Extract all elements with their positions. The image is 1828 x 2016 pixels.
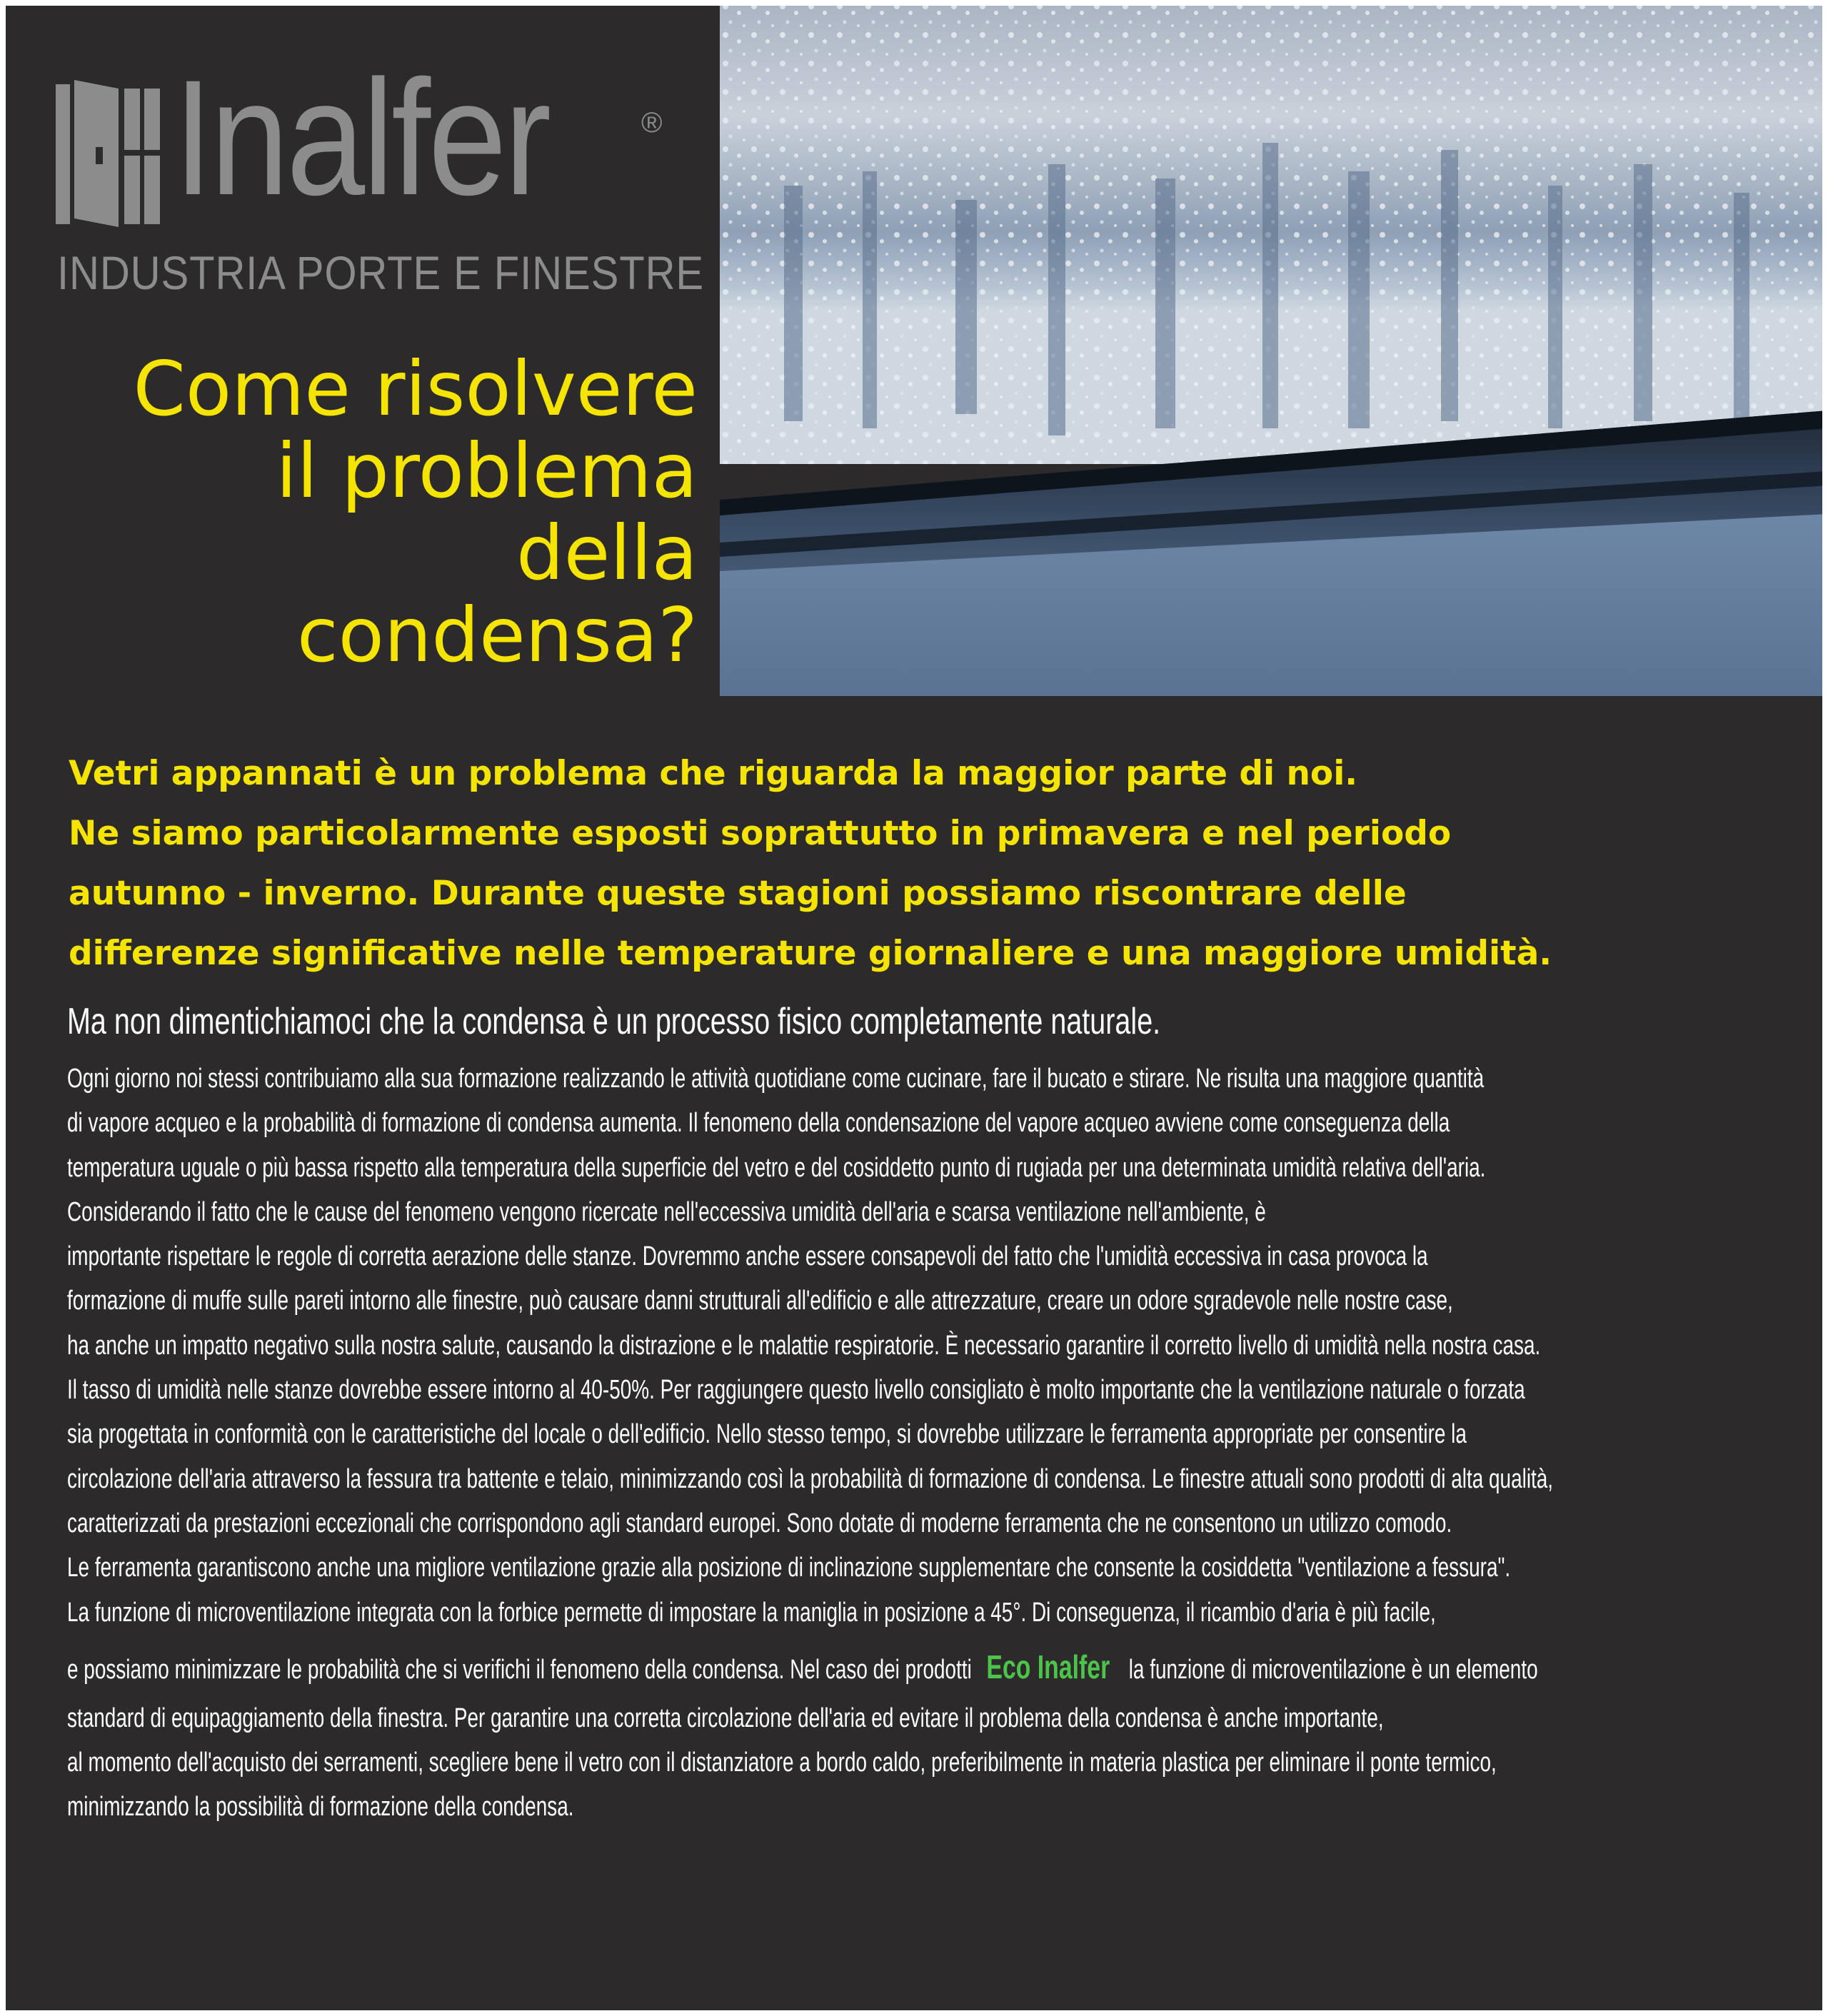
body-line: ha anche un impatto negativo sulla nostra salute, causando la distrazione e le malattie respiratorie. È necessario garantire il corretto livello di umidità nella nostra casa. bbox=[67, 1330, 1541, 1361]
logo-tagline: INDUSTRIA PORTE E FINESTRE bbox=[57, 246, 705, 299]
headline-line: condensa? bbox=[296, 592, 698, 679]
intro-line: Ne siamo particolarmente esposti soprattutto in primavera e nel periodo bbox=[69, 814, 1452, 853]
window-door-icon bbox=[56, 79, 163, 228]
body-line: formazione di muffe sulle pareti intorno alle finestre, può causare danni strutturali all'edificio e alle attrezzature, creare un odore sgradevole nelle nostre case, bbox=[67, 1286, 1453, 1316]
body-line: Ogni giorno noi stessi contribuiamo alla sua formazione realizzando le attività quotidiane come cucinare, fare il bucato e stirare. Ne risulta una maggiore quantità bbox=[67, 1064, 1485, 1094]
body-line: al momento dell'acquisto dei serramenti, scegliere bene il vetro con il distanziatore a bordo caldo, preferibilmente in materia plastica per eliminare il ponte termico, bbox=[67, 1748, 1497, 1778]
intro-line: differenze significative nelle temperature giornaliere e una maggiore umidità. bbox=[69, 934, 1552, 973]
headline-line: Come risolvere bbox=[133, 346, 698, 433]
body-text bbox=[67, 1057, 1553, 1830]
body-line: Considerando il fatto che le cause del fenomeno vengono ricercate nell'eccessiva umidità dell'aria e scarsa ventilazione nell'ambiente, è bbox=[67, 1196, 1266, 1227]
body-line: Il tasso di umidità nelle stanze dovrebbe essere intorno al 40-50%. Per raggiungere questo livello consigliato è molto importante che la ventilazione naturale o forzata bbox=[67, 1375, 1525, 1406]
intro-paragraph bbox=[69, 744, 1552, 984]
logo-wordmark: Inalfer bbox=[174, 46, 549, 229]
intro-line: autunno - inverno. Durante queste stagioni possiamo riscontrare delle bbox=[69, 874, 1407, 913]
body-line: circolazione dell'aria attraverso la fessura tra battente e telaio, minimizzando così la probabilità di formazione di condensa. Le finestre attuali sono prodotti di alta qualità, bbox=[67, 1463, 1554, 1494]
body-line-eco bbox=[67, 1635, 1553, 1696]
inalfer-logo bbox=[56, 46, 705, 306]
body-line: sia progettata in conformità con le caratteristiche del locale o dell'edificio. Nello stesso tempo, si dovrebbe utilizzare le ferramenta appropriate per consentire la bbox=[67, 1419, 1467, 1450]
headline-line: il problema bbox=[276, 428, 698, 515]
lead-sentence: Ma non dimentichiamoci che la condensa è un processo fisico completamente naturale. bbox=[67, 1001, 1161, 1042]
body-line: temperatura uguale o più bassa rispetto alla temperatura della superficie del vetro e del cosiddetto punto di rugiada per una determinata umidità relativa dell'aria. bbox=[67, 1152, 1486, 1183]
headline bbox=[134, 348, 698, 677]
body-line: importante rispettare le regole di corretta aerazione delle stanze. Dovremmo anche essere consapevoli del fatto che l'umidità eccessiva in casa provoca la bbox=[67, 1241, 1428, 1272]
body-line: standard di equipaggiamento della finestra. Per garantire una corretta circolazione dell'aria ed evitare il problema della condensa è anche importante, bbox=[67, 1703, 1384, 1733]
eco-inalfer-brand: Eco Inalfer bbox=[986, 1648, 1110, 1685]
body-line: caratterizzati da prestazioni eccezionali che corrispondono agli standard europei. Sono dotate di moderne ferramenta che ne consentono un utilizzo comodo. bbox=[67, 1508, 1452, 1538]
body-line: La funzione di microventilazione integrata con la forbice permette di impostare la maniglia in posizione a 45°. Di conseguenza, il ricambio d'aria è più facile, bbox=[67, 1597, 1436, 1628]
body-line: minimizzando la possibilità di formazione della condensa. bbox=[67, 1792, 574, 1823]
body-text-segment: e possiamo minimizzare le probabilità che si verifichi il fenomeno della condensa. Nel caso dei prodotti bbox=[67, 1654, 972, 1685]
condensation-window-photo bbox=[720, 6, 1822, 696]
body-line: di vapore acqueo e la probabilità di formazione di condensa aumenta. Il fenomeno della condensazione del vapore acqueo avviene come conseguenza della bbox=[67, 1108, 1450, 1139]
body-text-segment: la funzione di microventilazione è un elemento bbox=[1128, 1654, 1538, 1685]
poster-panel bbox=[6, 6, 1822, 2010]
registered-mark: ® bbox=[641, 107, 663, 138]
headline-line: della bbox=[516, 510, 698, 597]
intro-line: Vetri appannati è un problema che riguarda la maggior parte di noi. bbox=[69, 754, 1358, 793]
body-line: Le ferramenta garantiscono anche una migliore ventilazione grazie alla posizione di inclinazione supplementare che consente la cosiddetta "ventilazione a fessura". bbox=[67, 1553, 1511, 1583]
